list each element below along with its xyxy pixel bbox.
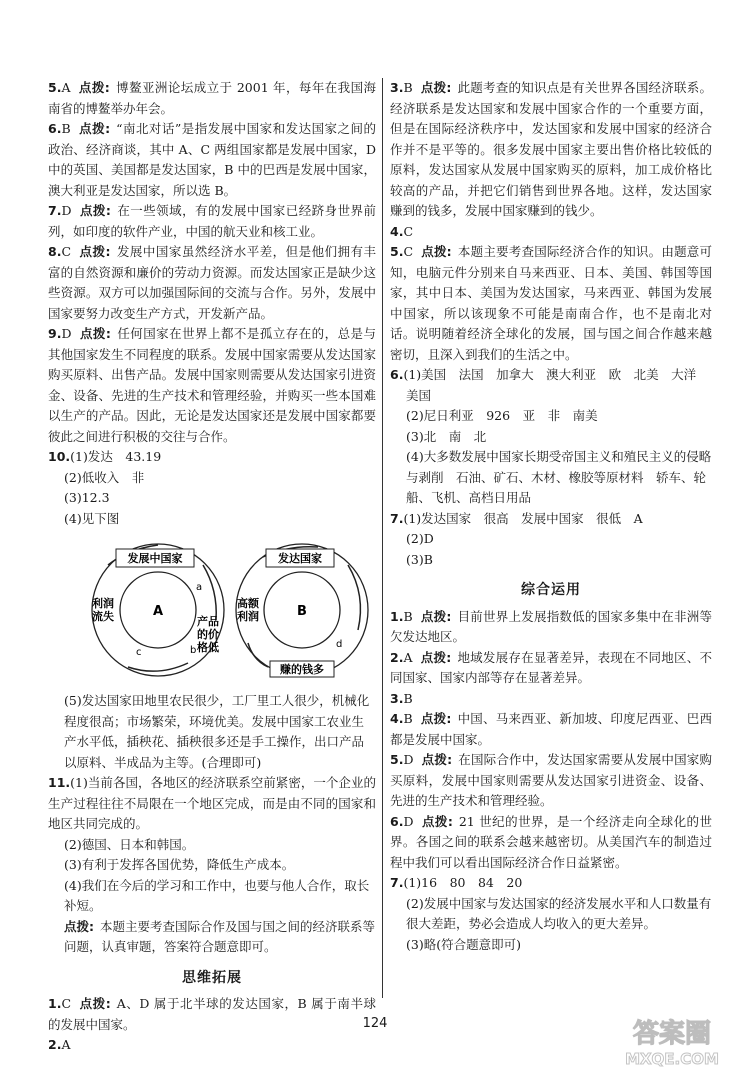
comp-q4: 4.B 点拨: 中国、马来西亚、新加坡、印度尼西亚、巴西都是发展中国家。 <box>390 711 712 747</box>
svg-text:MXQE.COM: MXQE.COM <box>625 1050 719 1068</box>
answer-q10-3: (3)12.3 <box>64 490 110 505</box>
answer-q11: 11.(1)当前各国，各地区的经济联系空前紧密，一个企业的生产过程往往不局限在一个地区完成，而是由不同的国家和地区共同完成的。 <box>48 775 376 831</box>
comp-q7-2: (2)发展中国家与发达国家的经济发展水平和人口数量有很大差距，势必会造成人均收入的更大差异。 <box>406 895 712 931</box>
diagram-a-label-c: c <box>136 647 142 658</box>
answer-r-q5: 5.C 点拨: 本题主要考查国际经济合作的知识。由题意可知，电脑元件分别来自马来西亚、日本、美国、韩国等国家，其中日本、美国为发达国家，马来西亚、韩国为发展中国家，所以该现象不可能是南南合作，也不是南北对话。说明随着经济全球化的发展，国与国之间合作越来越密切，且深入到我们的生活之中。 <box>390 244 712 362</box>
watermark-logo <box>608 1010 736 1070</box>
page-number: 124 <box>362 1016 388 1031</box>
comp-q3: 3.B <box>390 690 413 706</box>
diagram-a-right-label: 产品的价格低 <box>197 615 219 654</box>
diagram-a-left-label: 利润流失 <box>92 597 114 623</box>
column-divider <box>382 78 383 998</box>
answer-q9: 9.D 点拨: 任何国家在世界上都不是孤立存在的，总是与其他国家发生不同程度的联系。发展中国家需要从发达国家购买原料、出售产品。发展中国家则需要从发达国家引进资金、设备、先进的生产技术和管理经验，并购买一些本国难以生产的产品。因此，无论是发达国家还是发展中国家都要彼此之间进行积极的交往与合作。 <box>48 326 376 444</box>
arrow-a2 <box>203 565 216 620</box>
diagram-a <box>91 544 224 676</box>
diagram-a-label-b: b <box>190 645 197 656</box>
diagram-b-label-d: d <box>336 639 343 650</box>
arrow-a3 <box>128 663 188 671</box>
cycle-diagrams-svg <box>48 535 376 685</box>
comp-q5: 5.D 点拨: 在国际合作中，发达国家需要从发展中国家购买原料，发展中国家则需要从发达国家引进资金、设备、先进的生产技术和管理经验。 <box>390 752 712 808</box>
answer-q11-3: (3)有利于发挥各国优势，降低生产成本。 <box>64 857 295 872</box>
answer-q11-4: (4)我们在今后的学习和工作中，也要与他人合作，取长补短。 <box>64 877 370 913</box>
diagram-b <box>236 544 368 677</box>
section-title-thinking: 思维拓展 <box>182 969 242 986</box>
comp-q7: 7.(1)16 80 84 20 <box>390 875 523 890</box>
answer-r-q4: 4.C <box>390 223 414 239</box>
answer-r-q6-4: (4)大多数发展中国家长期受帝国主义和殖民主义的侵略与剥削 石油、矿石、木材、橡胶等原材料 轿车、轮船、飞机、高档日用品 <box>406 449 712 505</box>
diagram-b-left-label: 高额利润 <box>237 597 259 623</box>
cycle-diagrams <box>48 535 376 685</box>
diagram-b-bottom-label: 赚的钱多 <box>280 663 324 676</box>
diagram-b-center: B <box>297 604 307 619</box>
svg-text:答案圈: 答案圈 <box>632 1019 712 1049</box>
answer-r-q6-2: (2)尼日利亚 926 亚 非 南美 <box>406 408 598 423</box>
thinking-q2: 2.A <box>48 1037 71 1052</box>
comp-q7-3: (3)略(符合题意即可) <box>406 936 521 952</box>
answer-q10-2: (2)低收入 非 <box>64 469 145 485</box>
answer-r-q6-1b: 美国 <box>406 387 432 403</box>
thinking-q1: 1.C 点拨: A、D 属于北半球的发达国家，B 属于南半球的发展中国家。 <box>48 996 377 1032</box>
comp-q1: 1.B 点拨: 目前世界上发展指数低的国家多集中在非洲等欠发达地区。 <box>390 608 712 644</box>
answer-r-q7-2: (2)D <box>406 531 434 546</box>
answer-q11-hint: 点拨: 本题主要考查国际合作及国与国之间的经济联系等问题，认真审题，答案符合题意即可。 <box>64 918 376 954</box>
answer-q10-4: (4)见下图 <box>64 510 120 526</box>
comp-q6: 6.D 点拨: 21 世纪的世界，是一个经济走向全球化的世界。各国之间的联系会越来越密切。从美国汽车的制造过程中我们可以看出国际经济合作日益紧密。 <box>390 813 712 870</box>
answer-q5: 5.A 点拨: 博鳌亚洲论坛成立于 2001 年，每年在我国海南省的博鳌举办年会。 <box>48 80 376 116</box>
diagram-a-label-a: a <box>196 582 203 593</box>
arrow-b2 <box>348 565 360 630</box>
diagram-a-center: A <box>152 604 164 619</box>
right-column <box>390 78 712 955</box>
diagram-b-top-label: 发达国家 <box>278 552 322 565</box>
answer-r-q7: 7.(1)发达国家 很高 发展中国家 很低 A <box>390 510 643 526</box>
answer-r-q7-3: (3)B <box>406 551 433 567</box>
answer-q10: 10.(1)发达 43.19 <box>48 449 162 464</box>
answer-q7: 7.D 点拨: 在一些领域，有的发展中国家已经跻身世界前列，如印度的软件产业，中国的航天业和核工业。 <box>48 203 376 239</box>
answer-r-q6: 6.(1)美国 法国 加拿大 澳大利亚 欧 北美 大洋 <box>390 367 697 382</box>
answer-r-q6-3: (3)北 南 北 <box>406 428 487 444</box>
comp-q2: 2.A 点拨: 地域发展存在显著差异，表现在不同地区、不同国家、国家内部等存在显著差异。 <box>390 649 712 685</box>
answer-q11-2: (2)德国、日本和韩国。 <box>64 836 195 852</box>
answer-q8: 8.C 点拨: 发展中国家虽然经济水平差，但是他们拥有丰富的自然资源和廉价的劳动力资源。而发达国家正是缺少这些资源。双方可以加强国际间的交流与合作。另外，发展中国家要努力改变生产方式，开发新产品。 <box>48 244 376 321</box>
section-title-comprehensive: 综合运用 <box>521 582 581 598</box>
answer-q6: 6.B 点拨: “南北对话”是指发展中国家和发达国家之间的政治、经济商谈，其中 A、C 两组国家都是发展中国家，D 中的英国、美国都是发达国家，B 中的巴西是发展中国家，澳大利亚是发达国家，所以选 B。 <box>48 121 376 198</box>
left-column <box>48 78 376 1056</box>
answer-r-q3: 3.B 点拨: 此题考查的知识点是有关世界各国经济联系。经济联系是发达国家和发展中国家合作的一个重要方面，但是在国际经济秩序中，发达国家和发展中国家的经济合作并不是平等的。很多发展中国家主要出售价格比较低的原料，发达国家从发展中国家购买的原料，加工成价格比较高的产品，并把它们销售到世界各地。这样，发达国家赚到的钱多，发展中国家赚到的钱少。 <box>390 80 712 218</box>
diagram-a-top-label: 发展中国家 <box>127 552 183 565</box>
arrow-b3 <box>248 643 268 667</box>
answer-q10-5: (5)发达国家田地里农民很少，工厂里工人很少，机械化程度很高；市场繁荣，环境优美。发展中国家工农业生产水平低，插秧花、插秧很多还是手工操作，出口产品以原料、半成品为主等。(合理即可) <box>64 693 370 770</box>
